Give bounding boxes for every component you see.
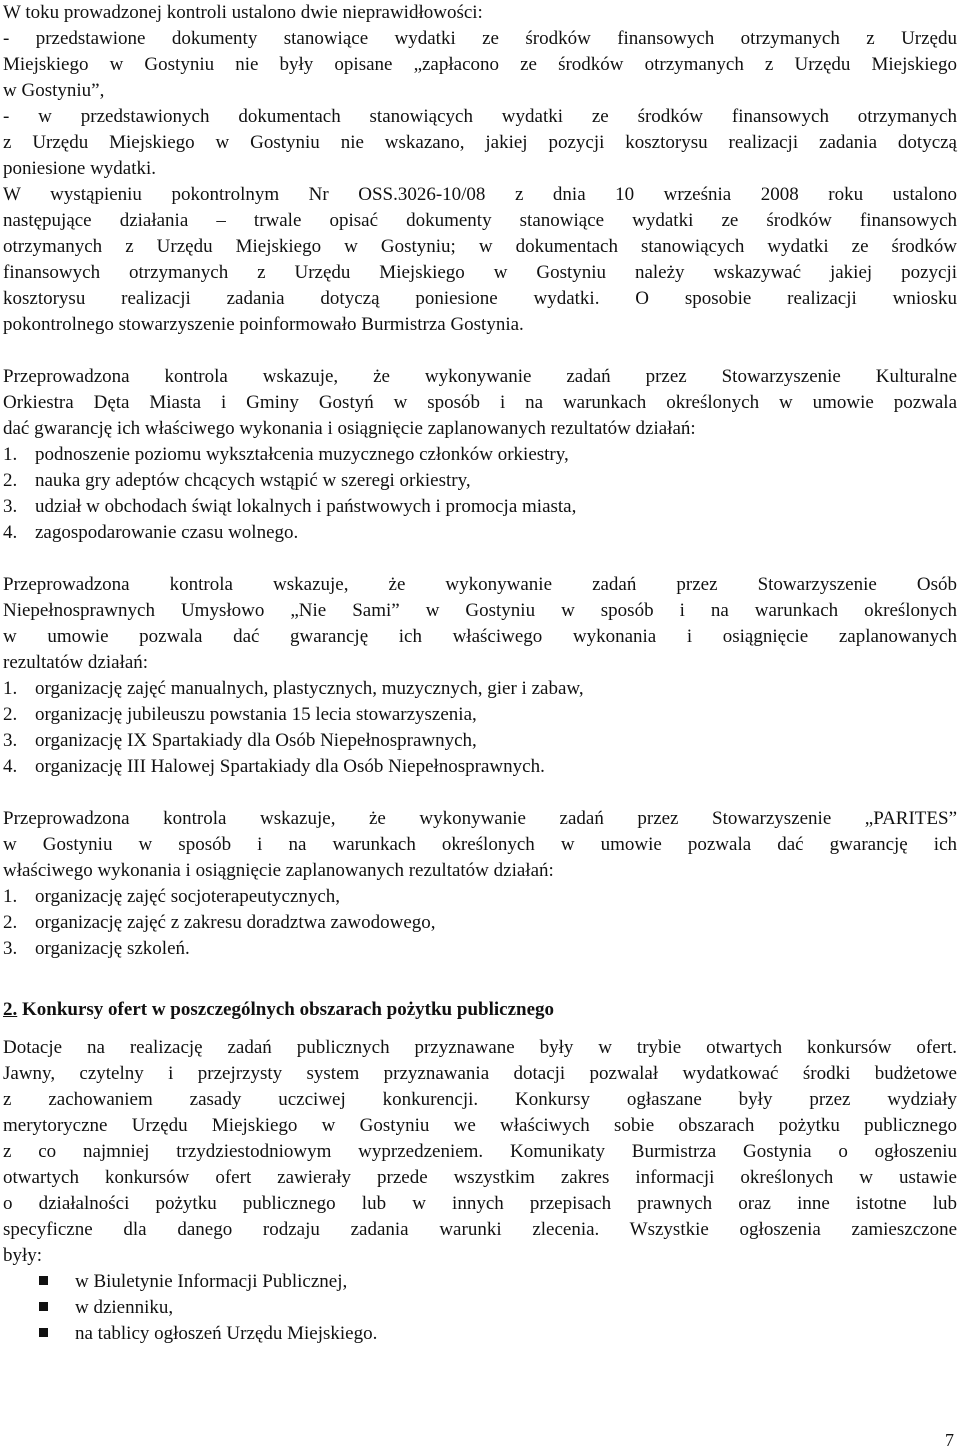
text-line: - przedstawione dokumenty stanowiące wydatki ze środków finansowych otrzymanych z Urzędu: [3, 28, 957, 49]
text-line: kosztorysu realizacji zadania dotyczą poniesione wydatki. O sposobie realizacji wniosku: [3, 288, 957, 309]
list-number: 3.: [3, 938, 18, 959]
page-number: 7: [945, 1430, 954, 1450]
text-line: Orkiestra Dęta Miasta i Gminy Gostyń w sposób i na warunkach określonych w umowie pozwala: [3, 392, 957, 413]
list-item-text: nauka gry adeptów chcących wstąpić w szeregi orkiestry,: [35, 470, 471, 491]
bullet-item: [3, 1321, 957, 1347]
text-line: następujące działania – trwale opisać dokumenty stanowiące wydatki ze środków finansowych: [3, 210, 957, 231]
list-item: [3, 676, 957, 702]
text-line: pokontrolnego stowarzyszenie poinformowało Burmistrza Gostynia.: [3, 314, 524, 335]
text-line: Przeprowadzona kontrola wskazuje, że wykonywanie zadań przez Stowarzyszenie „PARITES”: [3, 808, 957, 829]
list-item-text: organizację jubileuszu powstania 15 lecia stowarzyszenia,: [35, 704, 477, 725]
text-line: W toku prowadzonej kontroli ustalono dwie nieprawidłowości:: [3, 2, 483, 23]
list-item-text: udział w obchodach świąt lokalnych i państwowych i promocja miasta,: [35, 496, 577, 517]
text-line: Przeprowadzona kontrola wskazuje, że wykonywanie zadań przez Stowarzyszenie Osób: [3, 574, 957, 595]
heading-spacer: [3, 1023, 957, 1035]
list-item: [3, 910, 957, 936]
section-heading: [3, 997, 957, 1023]
square-bullet-icon: [39, 1276, 48, 1285]
text-line: właściwego wykonania i osiągnięcie zaplanowanych rezultatów działań:: [3, 860, 554, 881]
square-bullet-icon: [39, 1302, 48, 1311]
list-item: [3, 884, 957, 910]
list-item-text: organizację IX Spartakiady dla Osób Niepełnosprawnych,: [35, 730, 477, 751]
paragraph-orchestra: [3, 364, 957, 546]
paragraph-irregularities: [3, 0, 957, 338]
list-number: 1.: [3, 886, 18, 907]
bullet-text: na tablicy ogłoszeń Urzędu Miejskiego.: [75, 1323, 378, 1344]
text-line: finansowych otrzymanych z Urzędu Miejskiego w Gostyniu należy wskazywać jakiej pozycji: [3, 262, 957, 283]
list-item: [3, 468, 957, 494]
list-number: 4.: [3, 522, 18, 543]
section-number: 2.: [3, 999, 18, 1020]
paragraph-spacer: [3, 338, 957, 364]
text-line: Dotacje na realizację zadań publicznych przyznawane były w trybie otwartych konkursów ofert.: [3, 1037, 957, 1058]
text-line: w umowie pozwala dać gwarancję ich właściwego wykonania i osiągnięcie zaplanowanych: [3, 626, 957, 647]
paragraph-spacer: [3, 546, 957, 572]
list-item-text: organizację III Halowej Spartakiady dla Osób Niepełnosprawnych.: [35, 756, 545, 777]
list-item-text: organizację zajęć z zakresu doradztwa zawodowego,: [35, 912, 436, 933]
text-line: Miejskiego w Gostyniu nie były opisane „zapłacono ze środków otrzymanych z Urzędu Miejskiego: [3, 54, 957, 75]
text-line: otwartych konkursów ofert zawierały przede wszystkim zakres informacji określonych w ustawie: [3, 1167, 957, 1188]
list-number: 3.: [3, 730, 18, 751]
paragraph-spacer: [3, 780, 957, 806]
list-number: 1.: [3, 678, 18, 699]
paragraph-nie-sami: [3, 572, 957, 780]
text-line: Przeprowadzona kontrola wskazuje, że wykonywanie zadań przez Stowarzyszenie Kulturalne: [3, 366, 957, 387]
text-line: - w przedstawionych dokumentach stanowiących wydatki ze środków finansowych otrzymanych: [3, 106, 957, 127]
bullet-item: [3, 1269, 957, 1295]
text-line: z zachowaniem zasady uczciwej konkurencji. Konkursy ogłaszane były przez wydziały: [3, 1089, 957, 1110]
text-line: merytoryczne Urzędu Miejskiego w Gostyniu we właściwych sobie obszarach pożytku publicznego: [3, 1115, 957, 1136]
bullet-item: [3, 1295, 957, 1321]
text-line: Niepełnosprawnych Umysłowo „Nie Sami” w Gostyniu w sposób i na warunkach określonych: [3, 600, 957, 621]
text-line: w Gostyniu w sposób i na warunkach określonych w umowie pozwala dać gwarancję ich: [3, 834, 957, 855]
text-line: o działalności pożytku publicznego lub w innych przepisach prawnych oraz inne istotne lub: [3, 1193, 957, 1214]
text-line: dać gwarancję ich właściwego wykonania i osiągnięcie zaplanowanych rezultatów działań:: [3, 418, 696, 439]
text-line: z Urzędu Miejskiego w Gostyniu nie wskazano, jakiej pozycji kosztorysu realizacji zadania dotyczą: [3, 132, 957, 153]
text-line: w Gostyniu”,: [3, 80, 105, 101]
paragraph-spacer: [3, 962, 957, 988]
list-item: [3, 754, 957, 780]
text-line: poniesione wydatki.: [3, 158, 157, 179]
list-number: 3.: [3, 496, 18, 517]
paragraph-grants: [3, 1035, 957, 1347]
text-line: otrzymanych z Urzędu Miejskiego w Gostyniu; w dokumentach stanowiących wydatki ze środków: [3, 236, 957, 257]
list-number: 2.: [3, 470, 18, 491]
list-number: 2.: [3, 704, 18, 725]
list-item: [3, 494, 957, 520]
list-item: [3, 936, 957, 962]
list-item: [3, 442, 957, 468]
text-line: rezultatów działań:: [3, 652, 149, 673]
list-item-text: organizację szkoleń.: [35, 938, 190, 959]
paragraph-parites: [3, 806, 957, 962]
document-page: [3, 0, 957, 1347]
list-item: [3, 728, 957, 754]
section-title: Konkursy ofert w poszczególnych obszarach pożytku publicznego: [22, 999, 554, 1020]
text-line: Jawny, czytelny i przejrzysty system przyznawania dotacji pozwalał wydatkować środki budżetowe: [3, 1063, 957, 1084]
text-line: specyficzne dla danego rodzaju zadania warunki zlecenia. Wszystkie ogłoszenia zamieszczone: [3, 1219, 957, 1240]
list-item-text: podnoszenie poziomu wykształcenia muzycznego członków orkiestry,: [35, 444, 569, 465]
text-line: W wystąpieniu pokontrolnym Nr OSS.3026-10/08 z dnia 10 września 2008 roku ustalono: [3, 184, 957, 205]
list-item-text: organizację zajęć manualnych, plastycznych, muzycznych, gier i zabaw,: [35, 678, 584, 699]
square-bullet-icon: [39, 1328, 48, 1337]
list-item-text: organizację zajęć socjoterapeutycznych,: [35, 886, 341, 907]
text-line: były:: [3, 1245, 43, 1266]
list-number: 2.: [3, 912, 18, 933]
bullet-text: w dzienniku,: [75, 1297, 174, 1318]
list-item-text: zagospodarowanie czasu wolnego.: [35, 522, 299, 543]
text-line: z co najmniej trzydziestodniowym wyprzedzeniem. Komunikaty Burmistrza Gostynia o ogłoszeniu: [3, 1141, 957, 1162]
list-number: 4.: [3, 756, 18, 777]
list-number: 1.: [3, 444, 18, 465]
list-item: [3, 702, 957, 728]
bullet-text: w Biuletynie Informacji Publicznej,: [75, 1271, 348, 1292]
list-item: [3, 520, 957, 546]
